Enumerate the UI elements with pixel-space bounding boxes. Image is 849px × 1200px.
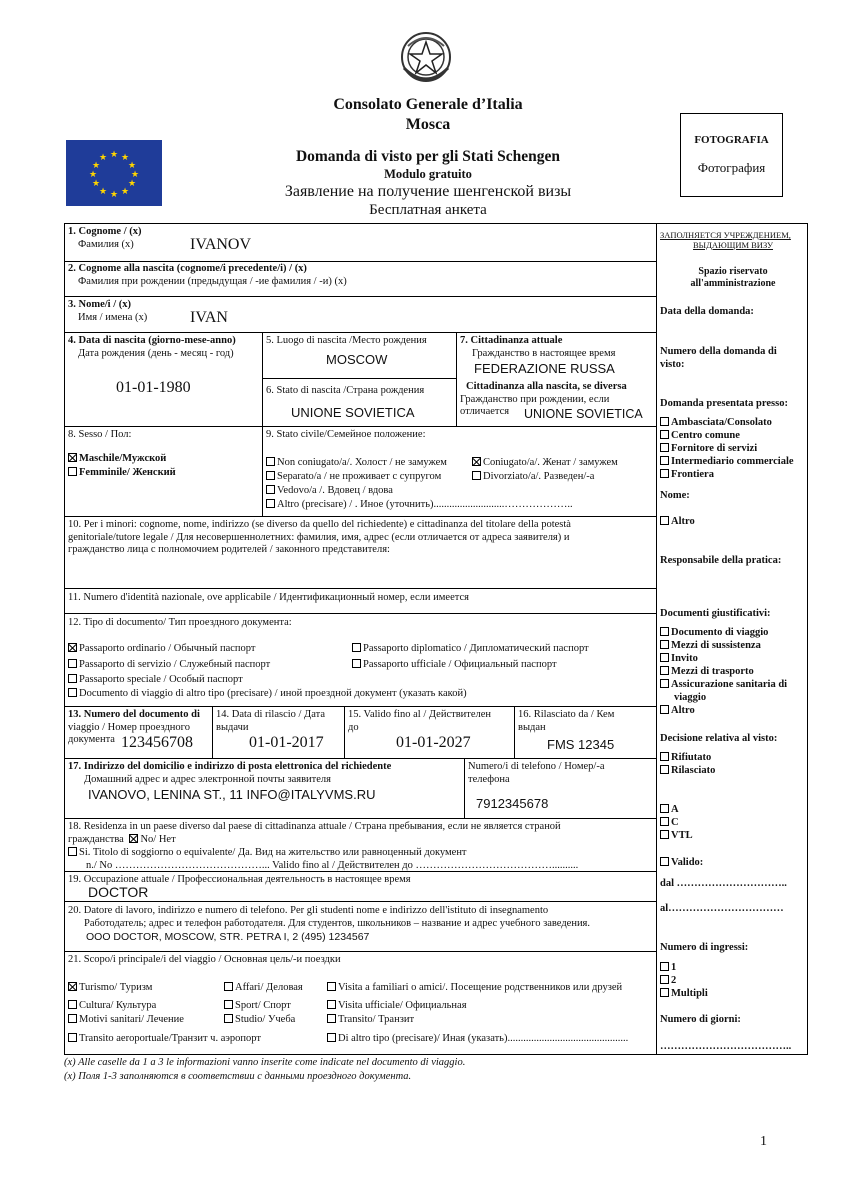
visa-a-label: A xyxy=(671,804,679,815)
decision-refused[interactable] xyxy=(660,751,715,764)
residence-si-option[interactable] xyxy=(68,847,467,860)
border-label: Frontiera xyxy=(671,469,714,480)
doc-other-label: Documento di viaggio di altro tipo (precisare) / иной проездной документ (указать какой) xyxy=(79,688,467,699)
entries-2-checkbox[interactable] xyxy=(660,975,669,984)
doc-travel-checkbox[interactable] xyxy=(660,627,669,636)
field-20-label-1: 20. Datore di lavoro, indirizzo e numero di telefono. Per gli studenti nome e indirizzo dell'istituto di insegnamento xyxy=(68,905,549,916)
svg-text:★: ★ xyxy=(109,190,119,200)
svg-text:★: ★ xyxy=(91,161,101,171)
other-status-label: Altro (precisare) / . Иное (уточнить)...........................……………….. xyxy=(277,499,573,510)
submitted-embassy[interactable] xyxy=(660,416,794,429)
field-3-label xyxy=(68,299,147,324)
widowed-label: Vedovo/a /. Вдовец / вдова xyxy=(277,485,393,496)
application-number-label xyxy=(660,345,777,371)
photo-label-it: FOTOGRAFIA xyxy=(694,134,769,146)
purpose-sport-option[interactable] xyxy=(224,1000,291,1013)
purpose-airport-transit-label: Transito aeroportuale/Транзит ч. аэропорт xyxy=(79,1033,261,1044)
visa-c-checkbox[interactable] xyxy=(660,817,669,826)
decision-options xyxy=(660,751,715,777)
sex-male-option[interactable] xyxy=(68,453,166,466)
field-1-label-ru: Фамилия (x) xyxy=(78,238,134,250)
purpose-transit-option[interactable] xyxy=(327,1014,414,1027)
italian-emblem xyxy=(396,28,456,90)
field-7-label-it: 7. Cittadinanza attuale xyxy=(460,335,563,346)
field-10-label-2: genitoriale/tutore legale / Для несовершеннолетних: фамилия, имя, адрес (если отличается от адреса заявителя) и xyxy=(68,531,570,543)
entries-1-label: 1 xyxy=(671,962,677,973)
svg-text:★: ★ xyxy=(98,153,108,163)
purpose-medical-label: Motivi sanitari/ Лечение xyxy=(79,1014,184,1025)
entries-multiple-checkbox[interactable] xyxy=(660,988,669,997)
doc-other-checkbox[interactable] xyxy=(68,688,77,697)
doc-travel-label: Documento di viaggio xyxy=(671,627,769,638)
days-line: ……………………………….. xyxy=(660,1041,792,1052)
field-10-label-3: гражданство лица с полномочием родителей / законного представителя: xyxy=(68,544,390,555)
svg-text:★: ★ xyxy=(127,161,137,171)
supporting-docs-label: Documenti giustificativi: xyxy=(660,608,771,619)
field-1-label xyxy=(68,226,142,251)
visa-vtl-label: VTL xyxy=(671,830,693,841)
decision-label: Decisione relativa al visto: xyxy=(660,733,778,744)
entries-1[interactable] xyxy=(660,961,708,974)
purpose-sport-checkbox[interactable] xyxy=(224,1000,233,1009)
field-4-label xyxy=(68,335,236,360)
admin-sidebar xyxy=(660,230,806,250)
svg-text:★: ★ xyxy=(91,179,101,189)
consulate-name: Consolato Generale d’Italia xyxy=(333,96,523,113)
application-date-label: Data della domanda: xyxy=(660,306,754,317)
field-17-label xyxy=(68,761,391,786)
valid-checkbox[interactable] xyxy=(660,857,669,866)
visa-type-options xyxy=(660,803,693,842)
consulate-city: Mosca xyxy=(405,116,451,133)
border-checkbox[interactable] xyxy=(660,469,669,478)
page-number: 1 xyxy=(760,1134,767,1149)
submitted-at-options xyxy=(660,416,794,481)
doc-means-label: Mezzi di sussistenza xyxy=(671,640,761,651)
submitted-border[interactable] xyxy=(660,468,794,481)
doc-official-label: Passaporto ufficiale / Официальный паспорт xyxy=(363,659,557,670)
purpose-airport-transit-option[interactable] xyxy=(68,1033,261,1046)
purpose-culture-label: Cultura/ Культура xyxy=(79,1000,157,1011)
doc-invitation-label: Invito xyxy=(671,653,698,664)
doc-service-checkbox[interactable] xyxy=(68,659,77,668)
admin-header-1: ЗАПОЛНЯЕТСЯ УЧРЕЖДЕНИЕМ, xyxy=(660,230,791,240)
citizenship-value[interactable]: FEDERAZIONE RUSSA xyxy=(474,361,615,376)
purpose-airport-transit-checkbox[interactable] xyxy=(68,1033,77,1042)
field-7-label-ru: Гражданство в настоящее время xyxy=(472,347,616,359)
responsible-label: Responsabile della pratica: xyxy=(660,555,782,566)
valid-until-value[interactable]: 01-01-2027 xyxy=(396,734,471,751)
separated-checkbox[interactable] xyxy=(266,471,275,480)
admin-other-checkbox[interactable] xyxy=(660,516,669,525)
doc-official-option[interactable] xyxy=(352,659,557,672)
civil-status-widowed[interactable] xyxy=(266,485,393,498)
doc-service-label: Passaporto di servizio / Служебный паспорт xyxy=(79,659,271,670)
field-17b-label-2: телефона xyxy=(468,773,510,785)
visa-vtl-checkbox[interactable] xyxy=(660,830,669,839)
refused-label: Rifiutato xyxy=(671,752,712,763)
married-checkbox[interactable] xyxy=(472,457,481,466)
purpose-sport-label: Sport/ Спорт xyxy=(235,1000,291,1011)
field-18-label-1: 18. Residenza in un paese diverso dal paese di cittadinanza attuale / Страна пребывания, если не является страной xyxy=(68,821,561,832)
doc-insurance-label-1: Assicurazione sanitaria di xyxy=(671,679,788,690)
field-16-label-1: 16. Rilasciato da / Кем xyxy=(518,709,615,720)
doc-transport[interactable] xyxy=(660,665,806,678)
submitted-intermediary[interactable] xyxy=(660,455,794,468)
purpose-other-label: Di altro tipo (precisare)/ Иная (указать).............................................. xyxy=(338,1033,629,1044)
admin-reserved-space xyxy=(660,266,806,290)
field-19-label: 19. Occupazione attuale / Профессиональная деятельность в настоящее время xyxy=(68,874,411,885)
entries-multiple-label: Multipli xyxy=(671,988,708,999)
single-label: Non coniugato/a/. Холост / не замужем xyxy=(277,457,447,468)
civil-status-separated[interactable] xyxy=(266,471,441,484)
field-10-label xyxy=(68,519,652,557)
sex-male-label: Maschile/Мужской xyxy=(79,453,167,464)
admin-header-2: ВЫДАЮЩИМ ВИЗУ xyxy=(692,240,774,250)
doc-travel[interactable] xyxy=(660,626,806,639)
svg-text:★: ★ xyxy=(130,170,140,180)
field-7b-label-it: Cittadinanza alla nascita, se diversa xyxy=(466,381,627,392)
field-18-label-2: гражданства xyxy=(68,833,124,845)
doc-special-label: Passaporto speciale / Особый паспорт xyxy=(79,674,243,685)
purpose-business-label: Affari/ Деловая xyxy=(235,982,303,993)
visa-type-a[interactable] xyxy=(660,803,693,816)
purpose-business-option[interactable] xyxy=(224,982,303,995)
doc-other-option[interactable] xyxy=(68,688,467,701)
field-4-label-it: 4. Data di nascita (giorno-mese-anno) xyxy=(68,335,236,346)
field-13-label-1: 13. Numero del documento di xyxy=(68,709,200,720)
divorced-checkbox[interactable] xyxy=(472,471,481,480)
doc-insurance-label-2: viaggio xyxy=(674,692,707,703)
purpose-other-option[interactable] xyxy=(327,1033,628,1046)
purpose-other-checkbox[interactable] xyxy=(327,1033,336,1042)
doc-insurance[interactable] xyxy=(660,678,806,704)
doc-transport-label: Mezzi di trasporto xyxy=(671,666,754,677)
intermediary-label: Intermediario commerciale xyxy=(671,456,794,467)
purpose-tourism-checkbox[interactable] xyxy=(68,982,77,991)
form-subtitle-ru: Бесплатная анкета xyxy=(369,202,487,218)
doc-other-admin-checkbox[interactable] xyxy=(660,705,669,714)
doc-official-checkbox[interactable] xyxy=(352,659,361,668)
purpose-tourism-label: Turismo/ Туризм xyxy=(79,982,153,993)
field-10-label-1: 10. Per i minori: cognome, nome, indirizzo (se diverso da quello del richiedente) e cittadinanza del titolare della potestà xyxy=(68,519,571,530)
field-20-label-2: Работодатель; адрес и телефон работодателя. Для студентов, школьников – название и адрес учебного заведения. xyxy=(84,917,591,929)
admin-reserved-1: Spazio riservato xyxy=(698,266,768,277)
svg-text:★: ★ xyxy=(127,179,137,189)
doc-ordinary-label: Passaporto ordinario / Обычный паспорт xyxy=(79,643,256,654)
issued-checkbox[interactable] xyxy=(660,765,669,774)
doc-special-option[interactable] xyxy=(68,674,243,687)
first-name-value[interactable]: IVAN xyxy=(190,309,228,326)
residence-si-label: Si. Titolo di soggiorno o equivalente/ Да. Вид на жительство или равноценный документ xyxy=(79,847,467,858)
doc-insurance-checkbox[interactable] xyxy=(660,679,669,688)
separated-label: Separato/a / не проживает с супругом xyxy=(277,471,442,482)
admin-reserved-2: all'amministrazione xyxy=(690,278,776,289)
married-label: Coniugato/a/. Женат / замужем xyxy=(483,457,618,468)
purpose-business-checkbox[interactable] xyxy=(224,982,233,991)
embassy-label: Ambasciata/Consolato xyxy=(671,417,772,428)
application-number-2: visto: xyxy=(660,359,685,370)
form-title-ru: Заявление на получение шенгенской визы xyxy=(284,183,572,200)
footer-note-it: (x) Alle caselle da 1 a 3 le informazioni vanno inserite come indicate nel documento di viaggio. xyxy=(64,1057,466,1068)
residence-permit-number: n./ No ……………………………………... Valido fino al / Действителен до ………………………………….......... xyxy=(86,860,579,871)
sex-female-checkbox[interactable] xyxy=(68,467,77,476)
doc-other-admin-label: Altro xyxy=(671,705,695,716)
entries-1-checkbox[interactable] xyxy=(660,962,669,971)
name-label: Nome: xyxy=(660,490,690,501)
field-15-label-1: 15. Valido fino al / Действителен xyxy=(348,709,492,720)
doc-diplomatic-option[interactable] xyxy=(352,643,589,656)
footer-note-ru: (x) Поля 1-3 заполняются в соответствии с данными проездного документа. xyxy=(64,1071,412,1082)
doc-transport-checkbox[interactable] xyxy=(660,666,669,675)
birth-place-value[interactable]: MOSCOW xyxy=(326,352,388,367)
sex-female-option[interactable] xyxy=(68,467,176,480)
entries-multiple[interactable] xyxy=(660,987,708,1000)
field-15-label xyxy=(348,709,491,734)
birth-country-value[interactable]: UNIONE SOVIETICA xyxy=(291,405,415,420)
purpose-study-label: Studio/ Учеба xyxy=(235,1014,296,1025)
doc-ordinary-option[interactable] xyxy=(68,643,255,656)
field-2-label xyxy=(68,263,347,288)
purpose-official-checkbox[interactable] xyxy=(327,1000,336,1009)
doc-service-option[interactable] xyxy=(68,659,270,672)
widowed-checkbox[interactable] xyxy=(266,485,275,494)
sex-female-label: Femminile/ Женский xyxy=(79,467,176,478)
field-18-label xyxy=(68,821,652,846)
issued-by-value[interactable]: FMS 12345 xyxy=(547,737,615,752)
civil-status-married[interactable] xyxy=(472,457,618,470)
field-2-label-it: 2. Cognome alla nascita (cognome/i precedente/i) / (x) xyxy=(68,263,307,274)
visa-type-vtl[interactable] xyxy=(660,829,693,842)
visa-a-checkbox[interactable] xyxy=(660,804,669,813)
divorced-label: Divorziato/a/. Разведен/-а xyxy=(483,471,595,482)
admin-other-option[interactable] xyxy=(660,515,695,528)
svg-text:★: ★ xyxy=(120,153,130,163)
field-3-label-it: 3. Nome/i / (x) xyxy=(68,299,131,310)
employer-value[interactable]: OOO DOCTOR, MOSCOW, STR. PETRA I, 2 (495) 1234567 xyxy=(86,931,370,943)
entries-label: Numero di ingressi: xyxy=(660,942,749,953)
address-value[interactable]: IVANOVO, LENINA ST., 11 INFO@ITALYVMS.RU xyxy=(88,787,376,802)
issue-date-value[interactable]: 01-01-2017 xyxy=(249,734,324,751)
field-7-label xyxy=(460,335,615,360)
purpose-tourism-option[interactable] xyxy=(68,982,152,995)
form-title-it: Domanda di visto per gli Stati Schengen xyxy=(295,148,561,165)
residence-no-checkbox[interactable] xyxy=(129,834,138,843)
submitted-service-provider[interactable] xyxy=(660,442,794,455)
purpose-family-checkbox[interactable] xyxy=(327,982,336,991)
field-2-label-ru: Фамилия при рождении (предыдущая / -ие фамилия / -и) (x) xyxy=(78,275,347,287)
entries-2-label: 2 xyxy=(671,975,677,986)
doc-ordinary-checkbox[interactable] xyxy=(68,643,77,652)
svg-text:★: ★ xyxy=(88,170,98,180)
doc-means-checkbox[interactable] xyxy=(660,640,669,649)
purpose-family-option[interactable] xyxy=(327,982,622,995)
field-14-label-1: 14. Data di rilascio / Дата xyxy=(216,709,325,720)
field-20-label xyxy=(68,905,652,930)
visa-c-label: C xyxy=(671,817,679,828)
residence-si-checkbox[interactable] xyxy=(68,847,77,856)
purpose-transit-label: Transito/ Транзит xyxy=(338,1014,415,1025)
form-subtitle-it: Modulo gratuito xyxy=(384,167,472,181)
doc-means[interactable] xyxy=(660,639,806,652)
field-6-label: 6. Stato di nascita /Страна рождения xyxy=(266,385,425,396)
photo-label-ru: Фотография xyxy=(697,160,766,175)
occupation-value[interactable]: DOCTOR xyxy=(88,884,149,900)
passport-number-value[interactable]: 123456708 xyxy=(121,734,193,751)
issued-label: Rilasciato xyxy=(671,765,716,776)
field-17-label-1: 17. Indirizzo del domicilio e indirizzo di posta elettronica del richiedente xyxy=(68,761,392,772)
purpose-culture-option[interactable] xyxy=(68,1000,156,1013)
photo-box xyxy=(680,113,783,197)
submitted-common-centre[interactable] xyxy=(660,429,794,442)
svg-text:★: ★ xyxy=(120,187,130,197)
valid-to-line: al…………………………… xyxy=(660,903,784,914)
purpose-medical-option[interactable] xyxy=(68,1014,184,1027)
field-14-label-2: выдачи xyxy=(216,721,249,733)
svg-text:★: ★ xyxy=(109,150,119,160)
field-16-label xyxy=(518,709,614,734)
field-14-label xyxy=(216,709,325,734)
purpose-transit-checkbox[interactable] xyxy=(327,1014,336,1023)
field-7b-label-ru1: Гражданство при рождении, если xyxy=(460,393,610,405)
decision-issued[interactable] xyxy=(660,764,715,777)
entries-2[interactable] xyxy=(660,974,708,987)
refused-checkbox[interactable] xyxy=(660,752,669,761)
birth-date-value[interactable]: 01-01-1980 xyxy=(116,379,191,396)
valid-option[interactable] xyxy=(660,856,703,869)
field-3-label-ru: Имя / имена (x) xyxy=(78,311,148,323)
field-7b-label-ru2: отличается xyxy=(460,406,510,417)
common-centre-checkbox[interactable] xyxy=(660,430,669,439)
doc-other[interactable] xyxy=(660,704,806,717)
doc-diplomatic-label: Passaporto diplomatico / Дипломатический паспорт xyxy=(363,643,589,654)
field-13-label-3: документа xyxy=(68,734,115,745)
purpose-study-checkbox[interactable] xyxy=(224,1014,233,1023)
doc-special-checkbox[interactable] xyxy=(68,674,77,683)
other-status-checkbox[interactable] xyxy=(266,499,275,508)
phone-value[interactable]: 7912345678 xyxy=(476,796,549,811)
field-17b-label xyxy=(468,761,605,786)
common-centre-label: Centro comune xyxy=(671,430,740,441)
purpose-study-option[interactable] xyxy=(224,1014,295,1027)
valid-from-line: dal ………………………….. xyxy=(660,878,787,889)
field-21-label: 21. Scopo/i principale/i del viaggio / Основная цель/-и поездки xyxy=(68,954,341,965)
service-provider-checkbox[interactable] xyxy=(660,443,669,452)
service-provider-label: Fornitore di servizi xyxy=(671,443,758,454)
days-label: Numero di giorni: xyxy=(660,1014,741,1025)
eu-flag xyxy=(66,140,162,206)
application-number-1: Numero della domanda di xyxy=(660,346,777,357)
purpose-family-label: Visita a familiari o amici/. Посещение родственников или друзей xyxy=(338,982,623,993)
embassy-checkbox[interactable] xyxy=(660,417,669,426)
field-9-label: 9. Stato civile/Семейное положение: xyxy=(266,429,426,440)
purpose-culture-checkbox[interactable] xyxy=(68,1000,77,1009)
civil-status-other[interactable] xyxy=(266,499,573,512)
sex-male-checkbox[interactable] xyxy=(68,453,77,462)
civil-status-single[interactable] xyxy=(266,457,447,470)
purpose-medical-checkbox[interactable] xyxy=(68,1014,77,1023)
single-checkbox[interactable] xyxy=(266,457,275,466)
purpose-official-option[interactable] xyxy=(327,1000,467,1013)
doc-diplomatic-checkbox[interactable] xyxy=(352,643,361,652)
birth-citizenship-value[interactable]: UNIONE SOVIETICA xyxy=(524,407,643,421)
doc-invitation-checkbox[interactable] xyxy=(660,653,669,662)
submitted-at-label: Domanda presentata presso: xyxy=(660,398,788,409)
purpose-official-label: Visita ufficiale/ Официальная xyxy=(338,1000,467,1011)
intermediary-checkbox[interactable] xyxy=(660,456,669,465)
field-4-label-ru: Дата рождения (день - месяц - год) xyxy=(78,347,234,359)
field-15-label-2: до xyxy=(348,721,359,733)
field-8-label: 8. Sesso / Пол: xyxy=(68,429,132,440)
field-17-label-2: Домашний адрес и адрес электронной почты заявителя xyxy=(84,773,331,785)
field-5-label: 5. Luogo di nascita /Место рождения xyxy=(266,335,427,346)
residence-no-label: No/ Нет xyxy=(140,833,176,845)
visa-type-c[interactable] xyxy=(660,816,693,829)
surname-value[interactable]: IVANOV xyxy=(190,236,252,253)
admin-other-label: Altro xyxy=(671,516,695,527)
field-16-label-2: выдан xyxy=(518,721,546,733)
doc-invitation[interactable] xyxy=(660,652,806,665)
field-1-label-it: 1. Cognome / (x) xyxy=(68,226,142,237)
civil-status-divorced[interactable] xyxy=(472,471,594,484)
entries-options xyxy=(660,961,708,1000)
svg-text:★: ★ xyxy=(98,187,108,197)
field-17b-label-1: Numero/i di telefono / Номер/-а xyxy=(468,761,605,772)
supporting-docs-options xyxy=(660,626,806,717)
field-11-label: 11. Numero d'identità nazionale, ove applicabile / Идентификационный номер, если имеется xyxy=(68,592,469,603)
field-12-label: 12. Tipo di documento/ Тип проездного документа: xyxy=(68,617,292,628)
valid-label: Valido: xyxy=(671,857,704,868)
field-13-label-2: viaggio / Номер проездного xyxy=(68,721,190,733)
